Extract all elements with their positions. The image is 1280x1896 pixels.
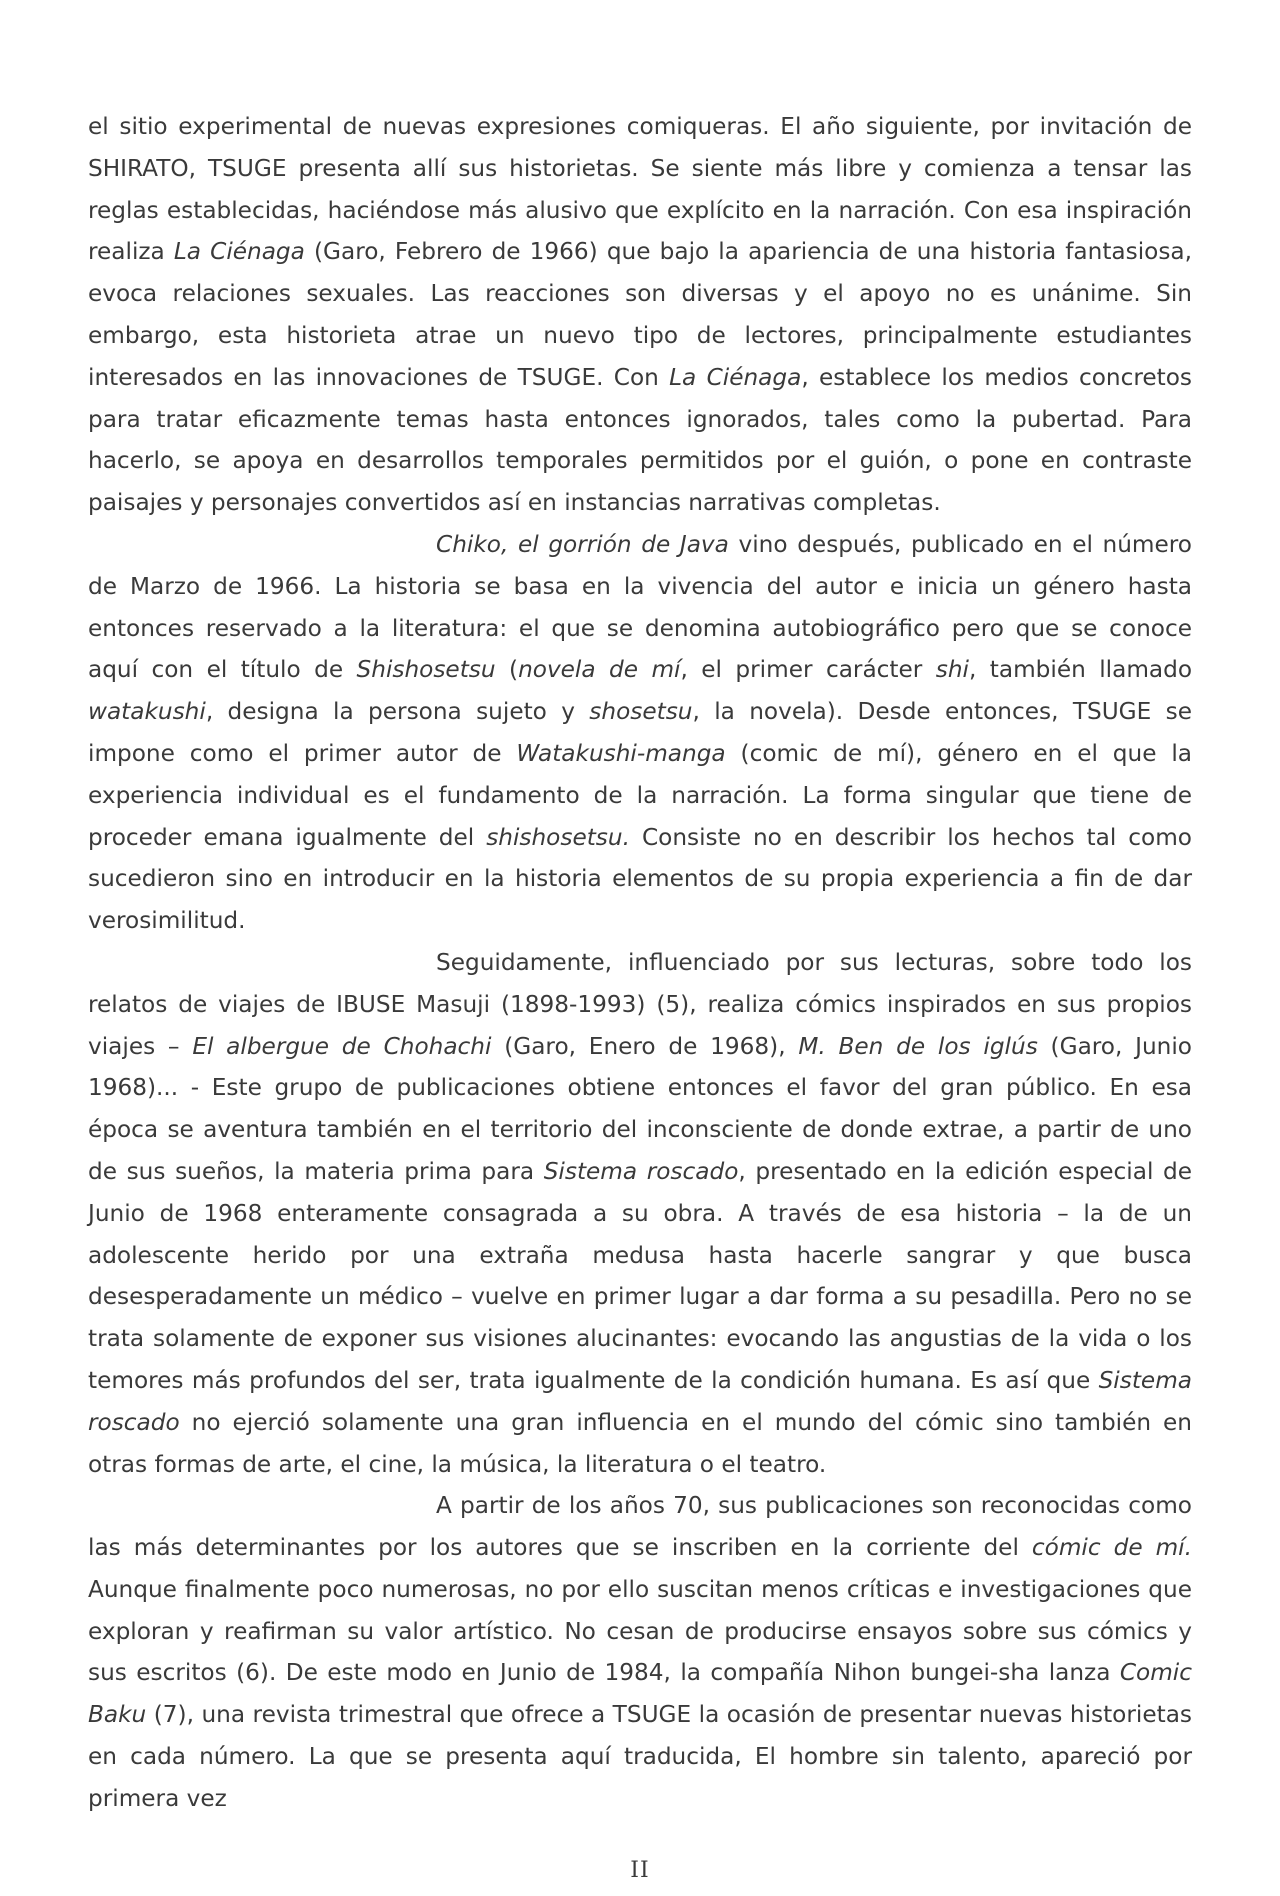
text-run: Aunque finalmente poco numerosas, no por ello suscitan menos críticas e investigaciones que exploran y reafirman su valor artístico. No cesan de producirse ensayos sobre sus cómics y sus escritos (6). De este modo en Junio de 1984, la compañía Nihon bungei-sha lanza [88, 1575, 1192, 1687]
italic-run: Sistema roscado [543, 1157, 739, 1185]
italic-run: Comic Baku [88, 1659, 1192, 1729]
paragraph-p1 [88, 106, 1192, 524]
italic-run: Shishosetsu [356, 656, 496, 684]
italic-run: La Ciénaga [669, 363, 802, 391]
text-run: A partir de los años 70, sus publicaciones son reconocidas como las más determinantes por los autores que se inscriben en la corriente del [88, 1492, 1192, 1562]
text-run: no ejerció solamente una gran influencia en el mundo del cómic sino también en otras formas de arte, el cine, la música, la literatura o el teatro. [88, 1408, 1192, 1478]
paragraph-p4 [88, 1485, 1192, 1819]
text-run: , presentado en la edición especial de Junio de 1968 enteramente consagrada a su obra. A través de esa historia – la de un adolescente herido por una extraña medusa hasta hacerle sangrar y que busca desesperadamente un médico – vuelve en primer lugar a dar forma a su pesadilla. Pero no se trata solamente de exponer sus visiones alucinantes: evocando las angustias de la vida o los temores más profundos del ser, trata igualmente de la condición humana. Es así que [88, 1157, 1192, 1394]
text-run: (Garo, Enero de 1968), [491, 1032, 799, 1060]
text-run: , también llamado [968, 656, 1193, 684]
italic-run: Watakushi-manga [516, 739, 726, 767]
text-run: ( [495, 656, 519, 684]
italic-run: shi [935, 656, 969, 684]
paragraph-p3 [88, 942, 1192, 1485]
text-run: , establece los medios concretos para tratar eficazmente temas hasta entonces ignorados, tales como la pubertad. Para hacerlo, se apoya en desarrollos temporales permitidos por el guión, o pone en contraste paisajes y personajes convertidos así en instancias narrativas completas. [88, 363, 1192, 517]
text-run: , la novela). Desde entonces, TSUGE se impone como el primer autor de [88, 698, 1192, 767]
page-body [88, 106, 1192, 1820]
text-run: (Garo, Febrero de 1966) que bajo la apariencia de una historia fantasiosa, evoca relaciones sexuales. Las reacciones son diversas y el apoyo no es unánime. Sin embargo, esta historieta atrae un nuevo tipo de lectores, principalmente estudiantes interesados en las innovaciones de TSUGE. Con [88, 238, 1193, 391]
page-number: II [630, 1858, 650, 1883]
italic-run: La Ciénaga [173, 238, 305, 266]
text-run: Consiste no en describir los hechos tal como sucedieron sino en introducir en la historia elementos de su propia experiencia a fin de dar verosimilitud. [88, 823, 1192, 935]
italic-run: Chiko, el gorrión de Java [436, 530, 729, 558]
text-run: (comic de mí), género en el que la experiencia individual es el fundamento de la narración. La forma singular que tiene de proceder emana igualmente del [88, 739, 1192, 851]
italic-run: El albergue de Chohachi [192, 1032, 492, 1060]
italic-run: watakushi [88, 698, 206, 726]
text-run: (7), una revista trimestral que ofrece a TSUGE la ocasión de presentar nuevas historietas en cada número. La que se presenta aquí traducida, El hombre sin talento, apareció por primera vez [88, 1701, 1192, 1812]
italic-run: shishosetsu. [486, 823, 630, 851]
italic-run: shosetsu [589, 698, 693, 726]
text-run: , designa la persona sujeto y [205, 698, 590, 726]
text-run: el sitio experimental de nuevas expresiones comiqueras. El año siguiente, por invitación de SHIRATO, TSUGE presenta allí sus historietas. Se siente más libre y comienza a tensar las reglas establecidas, haciéndose más alusivo que explícito en la narración. Con esa inspiración realiza [88, 113, 1192, 266]
italic-run: M. Ben de los iglús [798, 1032, 1038, 1060]
italic-run: Sistema roscado [88, 1366, 1192, 1436]
italic-run: novela de mí [518, 656, 681, 684]
text-run: Seguidamente, influenciado por sus lecturas, sobre todo los relatos de viajes de IBUSE Masuji (1898-1993) (5), realiza cómics inspirados en sus propios viajes – [88, 948, 1192, 1060]
text-run: (Garo, Junio 1968)... - Este grupo de publicaciones obtiene entonces el favor del gran público. En esa época se aventura también en el territorio del inconsciente de donde extrae, a partir de uno de sus sueños, la materia prima para [88, 1032, 1192, 1185]
paragraph-p2 [88, 524, 1192, 942]
text-run: vino después, publicado en el número de Marzo de 1966. La historia se basa en la vivencia del autor e inicia un género hasta entonces reservado a la literatura: el que se denomina autobiográfico pero que se conoce aquí con el título de [88, 530, 1192, 684]
italic-run: cómic de mí. [1031, 1534, 1192, 1562]
text-run: , el primer carácter [680, 656, 936, 684]
